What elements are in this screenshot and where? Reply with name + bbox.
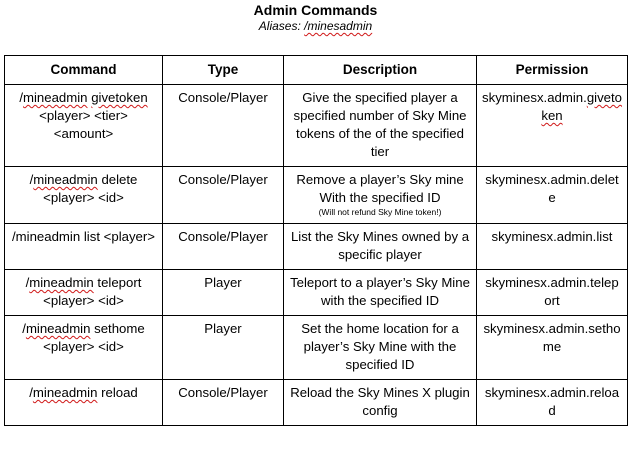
table-row (5, 316, 628, 380)
table-row (5, 224, 628, 270)
command-base-word: mineadmin (32, 385, 98, 400)
permission-cell (477, 316, 628, 380)
command-base: /mineadmin (19, 90, 88, 105)
description-text: Reload the Sky Mines X plugin config (290, 385, 470, 418)
table-row (5, 380, 628, 426)
aliases-command: /minesadmin (304, 19, 373, 33)
description-text: Give the specified player a specified number of Sky Mine tokens of the of the specified tier (293, 90, 467, 159)
header-type: Type (163, 56, 284, 85)
command-cell (5, 270, 163, 316)
command-base: /mineadmin (29, 385, 98, 400)
command-cell (5, 316, 163, 380)
description-cell (284, 380, 477, 426)
permission-node: list (596, 229, 613, 244)
permission-cell (477, 85, 628, 167)
type-cell: Console/Player (163, 224, 284, 270)
table-row (5, 85, 628, 167)
description-cell (284, 167, 477, 224)
table-row (5, 270, 628, 316)
command-base: /mineadmin (29, 172, 98, 187)
command-arguments: <player> <tier> <amount> (39, 108, 128, 141)
aliases-label: Aliases: (258, 19, 305, 33)
command-cell (5, 167, 163, 224)
permission-prefix: skyminesx.admin. (485, 275, 591, 290)
command-arguments: <player> <id> (43, 293, 124, 308)
description-text: List the Sky Mines owned by a specific player (290, 229, 470, 262)
description-text: Remove a player’s Sky mine With the specified ID (296, 172, 464, 205)
command-cell (5, 85, 163, 167)
type-cell: Player (163, 316, 284, 380)
type-cell: Console/Player (163, 167, 284, 224)
description-cell (284, 270, 477, 316)
permission-cell (477, 224, 628, 270)
permission-node: teleport (544, 275, 619, 308)
command-arguments: <player> <id> (43, 190, 124, 205)
type-cell: Player (163, 270, 284, 316)
permission-node: delete (548, 172, 619, 205)
command-base: /mineadmin (22, 321, 91, 336)
command-base-word: mineadmin (23, 90, 88, 105)
aliases-line (0, 19, 631, 33)
permission-prefix: skyminesx.admin. (485, 172, 591, 187)
permission-node: sethome (542, 321, 621, 354)
header-command: Command (5, 56, 163, 85)
command-base: /mineadmin (25, 275, 94, 290)
command-subcommand: givetoken (91, 90, 148, 105)
permission-prefix: skyminesx.admin. (482, 90, 587, 105)
command-subcommand: delete (101, 172, 138, 187)
permission-cell (477, 167, 628, 224)
permission-node: givetoken (541, 90, 623, 123)
command-base-word: mineadmin (25, 321, 91, 336)
table-header-row (5, 56, 628, 85)
document-title: Admin Commands (253, 2, 378, 18)
command-cell (5, 380, 163, 426)
type-cell: Console/Player (163, 380, 284, 426)
permission-prefix: skyminesx.admin. (491, 229, 597, 244)
permission-cell (477, 270, 628, 316)
header-permission: Permission (477, 56, 628, 85)
permission-prefix: skyminesx.admin. (484, 385, 590, 400)
command-base: /mineadmin (12, 229, 81, 244)
command-base-word: mineadmin (33, 172, 98, 187)
table-body (5, 85, 628, 426)
header-description: Description (284, 56, 477, 85)
description-note: (Will not refund Sky Mine token!) (318, 207, 442, 217)
command-subcommand: list (83, 229, 100, 244)
type-cell: Console/Player (163, 85, 284, 167)
description-cell (284, 316, 477, 380)
description-cell (284, 224, 477, 270)
command-arguments: <player> <id> (43, 339, 124, 354)
table-row (5, 167, 628, 224)
command-base-word: mineadmin (29, 275, 94, 290)
description-text: Set the home location for a player’s Sky Mine with the specified ID (301, 321, 459, 372)
admin-commands-table (4, 55, 628, 426)
permission-node: reload (548, 385, 620, 418)
command-subcommand: sethome (94, 321, 145, 336)
description-cell (284, 85, 477, 167)
permission-prefix: skyminesx.admin. (483, 321, 589, 336)
permission-cell (477, 380, 628, 426)
command-subcommand: reload (101, 385, 138, 400)
document-heading (0, 2, 631, 33)
description-text: Teleport to a player’s Sky Mine with the specified ID (290, 275, 470, 308)
command-subcommand: teleport (97, 275, 142, 290)
command-cell (5, 224, 163, 270)
command-arguments: <player> (103, 229, 155, 244)
